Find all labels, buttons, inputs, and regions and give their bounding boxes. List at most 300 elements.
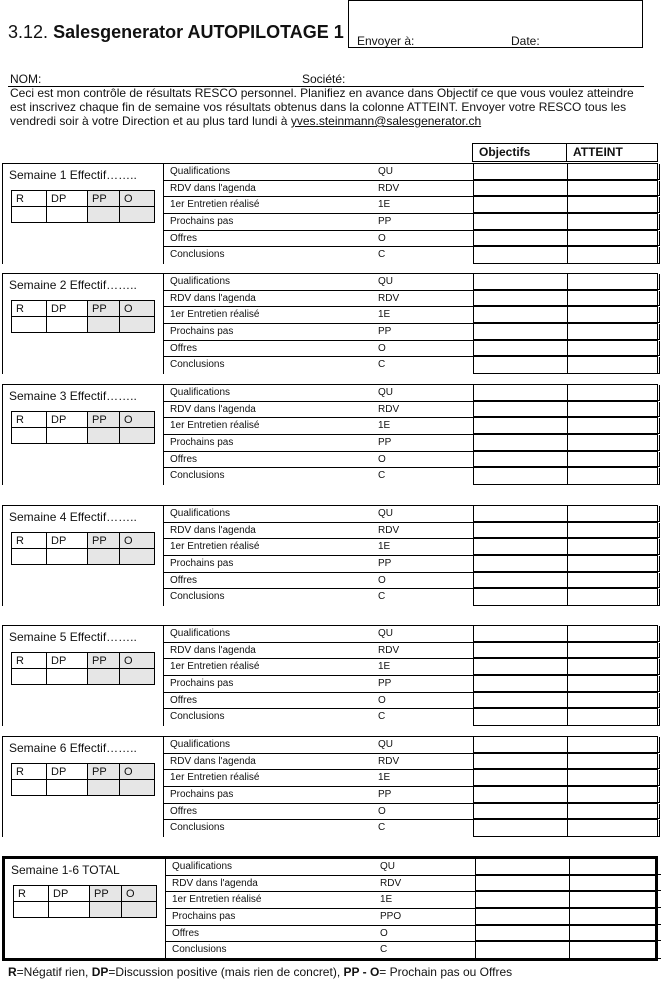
objectif-cell[interactable] (475, 876, 570, 892)
atteint-cell[interactable] (567, 181, 660, 197)
metric-code: QU (378, 508, 393, 519)
mini-input-o[interactable] (120, 549, 155, 565)
metric-label: RDV dans l'agenda (170, 403, 256, 415)
atteint-cell[interactable] (567, 307, 660, 323)
metric-row (163, 357, 657, 374)
mini-input-dp[interactable] (49, 902, 90, 918)
metric-code: RDV (378, 524, 400, 536)
metric-row (163, 754, 657, 771)
metric-row (163, 589, 657, 606)
atteint-cell[interactable] (567, 435, 660, 451)
mini-input-r[interactable] (12, 669, 47, 685)
objectif-cell[interactable] (473, 435, 568, 451)
metric-code: RDV (380, 877, 402, 889)
metric-label: Conclusions (170, 591, 225, 603)
atteint-cell[interactable] (567, 418, 660, 434)
metric-code: C (378, 591, 386, 603)
metric-row (163, 181, 657, 198)
objectif-cell[interactable] (473, 341, 568, 357)
atteint-cell[interactable] (569, 876, 661, 892)
objectif-cell[interactable] (473, 307, 568, 323)
atteint-cell[interactable] (567, 523, 660, 539)
metric-row (163, 452, 657, 469)
metric-code: PP (378, 678, 392, 690)
metric-row (163, 385, 657, 402)
objectif-cell[interactable] (473, 693, 568, 709)
mini-header-o: O (122, 886, 157, 902)
mini-input-o[interactable] (120, 207, 155, 223)
objectif-cell[interactable] (473, 197, 568, 213)
atteint-cell[interactable] (567, 804, 660, 820)
date-label: Date: (511, 34, 540, 48)
mini-header-dp: DP (47, 653, 88, 669)
metric-label: Offres (172, 927, 200, 939)
metric-row (163, 197, 657, 214)
metric-code: PP (378, 326, 392, 338)
metric-code: O (378, 805, 386, 817)
mini-input-o[interactable] (120, 780, 155, 796)
metric-code: 1E (378, 541, 391, 553)
metric-label: Prochains pas (172, 911, 236, 923)
atteint-cell[interactable] (567, 556, 660, 572)
objectif-cell[interactable] (473, 418, 568, 434)
week-rows (163, 385, 657, 485)
metric-code: C (380, 944, 388, 956)
atteint-cell[interactable] (567, 659, 660, 675)
objectif-cell[interactable] (475, 926, 570, 942)
metric-code: 1E (378, 661, 391, 673)
section-number: 3.12. (8, 22, 49, 42)
metric-label: Offres (170, 232, 198, 244)
metric-row (163, 804, 657, 821)
atteint-cell[interactable] (567, 737, 660, 753)
atteint-cell[interactable] (567, 573, 660, 589)
metric-row (163, 307, 657, 324)
objectif-cell[interactable] (473, 402, 568, 418)
week-mini-table (11, 300, 155, 333)
mini-input-pp[interactable] (90, 902, 122, 918)
mini-header-r: R (14, 886, 49, 902)
metric-label: Qualifications (170, 508, 231, 519)
week-label: Semaine 3 Effectif…….. (9, 389, 137, 403)
mini-input-o[interactable] (122, 902, 157, 918)
mini-header-r: R (12, 533, 47, 549)
metric-label: 1er Entretien réalisé (172, 894, 262, 906)
metric-label: RDV dans l'agenda (170, 644, 256, 656)
metric-row (163, 435, 657, 452)
atteint-cell[interactable] (567, 626, 660, 642)
metric-code: QU (378, 739, 393, 750)
metric-row (163, 820, 657, 837)
metric-code: RDV (378, 755, 400, 767)
metric-code: O (378, 453, 386, 465)
metric-row (163, 556, 657, 573)
atteint-cell[interactable] (567, 709, 660, 726)
metric-label: Conclusions (170, 711, 225, 723)
metric-row (165, 909, 655, 926)
metric-label: Offres (170, 694, 198, 706)
metric-code: 1E (378, 199, 391, 211)
metric-row (163, 643, 657, 660)
metric-label: Prochains pas (170, 437, 234, 449)
atteint-cell[interactable] (567, 274, 660, 290)
mini-input-dp[interactable] (47, 207, 88, 223)
atteint-cell[interactable] (567, 247, 660, 264)
objectif-cell[interactable] (473, 506, 568, 522)
nom-label: NOM: (10, 72, 42, 86)
week-rows (163, 164, 657, 264)
objectif-cell[interactable] (473, 589, 568, 606)
objectif-cell[interactable] (473, 573, 568, 589)
metric-label: Qualifications (170, 166, 231, 177)
objectif-cell[interactable] (473, 214, 568, 230)
atteint-cell[interactable] (567, 341, 660, 357)
mini-input-o[interactable] (120, 669, 155, 685)
mini-input-dp[interactable] (47, 669, 88, 685)
metric-label: Prochains pas (170, 326, 234, 338)
objectif-cell[interactable] (473, 709, 568, 726)
objectif-cell[interactable] (473, 737, 568, 753)
week-rows (163, 737, 657, 837)
week-block (2, 625, 658, 726)
mini-header-pp: PP (88, 653, 120, 669)
intro-text: Ceci est mon contrôle de résultats RESCO personnel. Planifiez en avance dans Objectif ce que vous voulez atteindre est inscrivez chaque fin de semaine vos résultats obtenus dans la colonne ATTEINT. Envoyer votre RESCO tous les vendredi soir à votre Direction et au plus tard lundi à (10, 86, 634, 128)
metric-row (163, 274, 657, 291)
objectif-cell[interactable] (473, 247, 568, 264)
mini-input-pp[interactable] (88, 317, 120, 333)
title-text: Salesgenerator AUTOPILOTAGE 1 (53, 22, 344, 42)
objectif-cell[interactable] (473, 820, 568, 837)
mini-input-dp[interactable] (47, 780, 88, 796)
metric-code: RDV (378, 644, 400, 656)
mini-header-r: R (12, 301, 47, 317)
objectif-cell[interactable] (473, 787, 568, 803)
metric-code: C (378, 711, 386, 723)
metric-code: QU (378, 166, 393, 177)
metric-code: PPO (380, 911, 402, 923)
metric-label: Qualifications (170, 387, 231, 398)
metric-row (163, 402, 657, 419)
atteint-cell[interactable] (567, 820, 660, 837)
atteint-cell[interactable] (567, 385, 660, 401)
objectif-cell[interactable] (473, 770, 568, 786)
mini-header-r: R (12, 412, 47, 428)
atteint-header: ATTEINT (566, 143, 658, 162)
mini-input-r[interactable] (12, 317, 47, 333)
metric-code: O (378, 232, 386, 244)
metric-label: Conclusions (170, 822, 225, 834)
metric-row (163, 341, 657, 358)
mini-header-dp: DP (47, 533, 88, 549)
objectif-cell[interactable] (473, 291, 568, 307)
atteint-cell[interactable] (567, 164, 660, 180)
metric-code: RDV (378, 292, 400, 304)
objectif-cell[interactable] (473, 626, 568, 642)
societe-label: Société: (302, 72, 346, 86)
objectif-cell[interactable] (473, 556, 568, 572)
metric-code: O (378, 694, 386, 706)
atteint-cell[interactable] (567, 506, 660, 522)
objectif-cell[interactable] (473, 659, 568, 675)
metric-code: RDV (378, 182, 400, 194)
week-mini-table (11, 532, 155, 565)
objectif-cell[interactable] (473, 468, 568, 485)
metric-row (163, 506, 657, 523)
week-label: Semaine 6 Effectif…….. (9, 741, 137, 755)
objectif-cell[interactable] (473, 676, 568, 692)
mini-input-pp[interactable] (88, 549, 120, 565)
metric-code: QU (378, 276, 393, 287)
mini-input-r[interactable] (14, 902, 49, 918)
objectif-cell[interactable] (473, 385, 568, 401)
mini-header-o: O (120, 412, 155, 428)
atteint-cell[interactable] (567, 589, 660, 606)
metric-row (163, 291, 657, 308)
objectif-cell[interactable] (475, 909, 570, 925)
send-label: Envoyer à: (357, 34, 415, 48)
atteint-cell[interactable] (567, 468, 660, 485)
metric-row (163, 164, 657, 181)
atteint-cell[interactable] (567, 452, 660, 468)
metric-label: 1er Entretien réalisé (170, 420, 260, 432)
metric-code: 1E (380, 894, 393, 906)
metric-label: Offres (170, 574, 198, 586)
week-mini-table (11, 652, 155, 685)
metric-label: Prochains pas (170, 789, 234, 801)
week-block (2, 856, 658, 961)
metric-row (165, 859, 655, 876)
week-block (2, 273, 658, 374)
metric-label: RDV dans l'agenda (170, 182, 256, 194)
metric-label: 1er Entretien réalisé (170, 661, 260, 673)
metric-row (163, 231, 657, 248)
mini-header-o: O (120, 191, 155, 207)
metric-row (163, 418, 657, 435)
mini-input-r[interactable] (12, 207, 47, 223)
atteint-cell[interactable] (569, 859, 661, 875)
week-label: Semaine 1 Effectif…….. (9, 168, 137, 182)
objectif-cell[interactable] (473, 357, 568, 374)
objectif-cell[interactable] (473, 181, 568, 197)
atteint-cell[interactable] (567, 231, 660, 247)
week-label: Semaine 5 Effectif…….. (9, 630, 137, 644)
metric-label: Qualifications (170, 628, 231, 639)
mini-header-pp: PP (88, 191, 120, 207)
objectif-cell[interactable] (473, 804, 568, 820)
week-block (2, 505, 658, 606)
mini-header-pp: PP (88, 764, 120, 780)
mini-input-o[interactable] (120, 317, 155, 333)
week-block (2, 736, 658, 837)
objectif-cell[interactable] (473, 164, 568, 180)
metric-row (163, 693, 657, 710)
mini-input-r[interactable] (12, 549, 47, 565)
metric-row (163, 573, 657, 590)
metric-code: C (378, 359, 386, 371)
metric-row (163, 626, 657, 643)
mini-header-o: O (120, 301, 155, 317)
metric-label: Prochains pas (170, 216, 234, 228)
atteint-cell[interactable] (569, 942, 661, 959)
metric-label: Offres (170, 342, 198, 354)
metric-label: Conclusions (170, 249, 225, 261)
metric-label: Prochains pas (170, 678, 234, 690)
metric-code: 1E (378, 309, 391, 321)
atteint-cell[interactable] (567, 693, 660, 709)
atteint-cell[interactable] (569, 892, 661, 908)
mini-header-pp: PP (88, 412, 120, 428)
metric-row (163, 214, 657, 231)
metric-code: QU (380, 861, 395, 872)
week-label: Semaine 1-6 TOTAL (11, 863, 120, 877)
page-title (8, 22, 344, 43)
metric-code: PP (378, 558, 392, 570)
metric-label: RDV dans l'agenda (172, 877, 258, 889)
metric-row (163, 676, 657, 693)
metric-row (163, 709, 657, 726)
metric-label: 1er Entretien réalisé (170, 199, 260, 211)
mini-input-r[interactable] (12, 428, 47, 444)
metric-code: O (378, 342, 386, 354)
legend-ppo-text: = Prochain pas ou Offres (379, 965, 513, 979)
mini-input-dp[interactable] (47, 317, 88, 333)
atteint-cell[interactable] (569, 909, 661, 925)
metric-label: RDV dans l'agenda (170, 524, 256, 536)
week-mini-table (13, 885, 157, 918)
mini-header-dp: DP (49, 886, 90, 902)
atteint-cell[interactable] (567, 539, 660, 555)
legend-dp-text: =Discussion positive (mais rien de concret), (108, 965, 344, 979)
metric-row (165, 876, 655, 893)
objectif-cell[interactable] (473, 523, 568, 539)
atteint-cell[interactable] (567, 770, 660, 786)
metric-label: Conclusions (170, 470, 225, 482)
legend-r-key: R (8, 965, 17, 979)
mini-header-o: O (120, 533, 155, 549)
metric-code: C (378, 249, 386, 261)
metric-row (163, 523, 657, 540)
objectif-cell[interactable] (475, 942, 570, 959)
atteint-cell[interactable] (567, 754, 660, 770)
mini-header-r: R (12, 191, 47, 207)
objectif-cell[interactable] (473, 539, 568, 555)
mini-header-r: R (12, 764, 47, 780)
metric-row (163, 659, 657, 676)
mini-input-r[interactable] (12, 780, 47, 796)
intro-paragraph (10, 86, 650, 128)
metric-row (163, 770, 657, 787)
metric-row (163, 247, 657, 264)
mini-input-pp[interactable] (88, 780, 120, 796)
mini-input-pp[interactable] (88, 669, 120, 685)
metric-code: 1E (378, 772, 391, 784)
objectif-cell[interactable] (475, 892, 570, 908)
metric-code: PP (378, 789, 392, 801)
objectif-cell[interactable] (473, 452, 568, 468)
mini-input-dp[interactable] (47, 428, 88, 444)
mini-header-o: O (120, 764, 155, 780)
mini-header-dp: DP (47, 412, 88, 428)
atteint-cell[interactable] (567, 357, 660, 374)
mini-input-pp[interactable] (88, 428, 120, 444)
mini-input-pp[interactable] (88, 207, 120, 223)
metric-row (165, 942, 655, 959)
mini-header-dp: DP (47, 191, 88, 207)
metric-code: 1E (378, 420, 391, 432)
week-label: Semaine 2 Effectif…….. (9, 278, 137, 292)
objectif-cell[interactable] (473, 643, 568, 659)
metric-label: 1er Entretien réalisé (170, 772, 260, 784)
metric-label: Qualifications (170, 739, 231, 750)
week-mini-table (11, 190, 155, 223)
metric-row (165, 892, 655, 909)
atteint-cell[interactable] (569, 926, 661, 942)
objectif-cell[interactable] (473, 231, 568, 247)
metric-row (163, 468, 657, 485)
email-link[interactable]: yves.steinmann@salesgenerator.ch (290, 114, 482, 128)
metric-row (163, 324, 657, 341)
atteint-cell[interactable] (567, 643, 660, 659)
atteint-cell[interactable] (567, 197, 660, 213)
metric-code: RDV (378, 403, 400, 415)
mini-input-dp[interactable] (47, 549, 88, 565)
metric-label: 1er Entretien réalisé (170, 541, 260, 553)
mini-header-dp: DP (47, 764, 88, 780)
week-rows (163, 506, 657, 606)
metric-row (163, 539, 657, 556)
mini-header-pp: PP (88, 301, 120, 317)
metric-row (165, 926, 655, 943)
objectif-cell[interactable] (473, 274, 568, 290)
metric-code: O (380, 927, 388, 939)
metric-label: Qualifications (172, 861, 233, 872)
objectif-cell[interactable] (475, 859, 570, 875)
mini-input-o[interactable] (120, 428, 155, 444)
metric-row (163, 737, 657, 754)
metric-code: QU (378, 628, 393, 639)
metric-code: QU (378, 387, 393, 398)
objectifs-header: Objectifs (472, 143, 567, 162)
metric-label: Prochains pas (170, 558, 234, 570)
legend-dp-key: DP (91, 965, 109, 979)
objectif-cell[interactable] (473, 754, 568, 770)
send-box (348, 0, 643, 48)
mini-header-dp: DP (47, 301, 88, 317)
atteint-cell[interactable] (567, 787, 660, 803)
atteint-cell[interactable] (567, 324, 660, 340)
week-rows (165, 859, 655, 959)
metric-label: RDV dans l'agenda (170, 292, 256, 304)
atteint-cell[interactable] (567, 676, 660, 692)
metric-row (163, 787, 657, 804)
legend-ppo-key: PP - O (343, 965, 380, 979)
week-block (2, 384, 658, 485)
mini-header-pp: PP (88, 533, 120, 549)
metric-label: Conclusions (170, 359, 225, 371)
metric-code: PP (378, 216, 392, 228)
metric-code: PP (378, 437, 392, 449)
metric-label: 1er Entretien réalisé (170, 309, 260, 321)
week-mini-table (11, 411, 155, 444)
atteint-cell[interactable] (567, 291, 660, 307)
week-mini-table (11, 763, 155, 796)
metric-label: Offres (170, 805, 198, 817)
metric-label: RDV dans l'agenda (170, 755, 256, 767)
objectif-cell[interactable] (473, 324, 568, 340)
mini-header-r: R (12, 653, 47, 669)
atteint-cell[interactable] (567, 402, 660, 418)
atteint-cell[interactable] (567, 214, 660, 230)
